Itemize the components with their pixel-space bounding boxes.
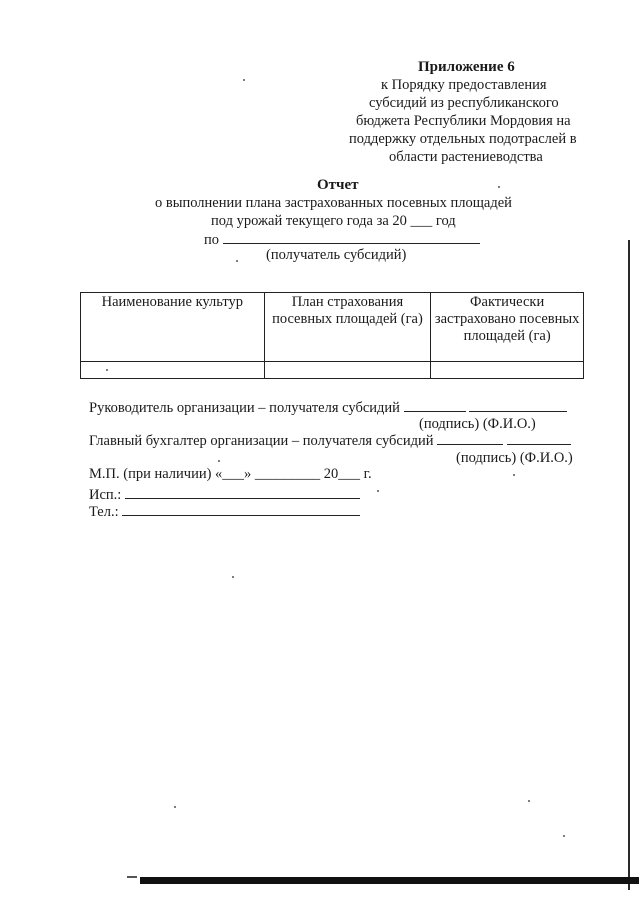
appendix-line-5: области растениеводства (389, 149, 543, 165)
accountant-label: Главный бухгалтер организации – получателя субсидий (89, 433, 434, 449)
cell-planned-area[interactable] (264, 362, 431, 379)
header-crop-name: Наименование культур (81, 293, 265, 362)
phone-field[interactable] (122, 501, 360, 516)
header-planned-area: План страхования посевных площадей (га) (264, 293, 431, 362)
scan-speck (218, 460, 220, 462)
appendix-line-4: поддержку отдельных подотраслей в (349, 131, 577, 147)
recipient-caption: (получатель субсидий) (266, 247, 407, 263)
scan-speck (243, 79, 245, 81)
appendix-line-3: бюджета Республики Мордовия на (356, 113, 571, 129)
scan-speck (377, 490, 379, 492)
head-name-field[interactable] (469, 397, 567, 412)
accountant-name-field[interactable] (507, 430, 571, 445)
accountant-signature-line (89, 430, 571, 450)
cell-crop-name[interactable] (81, 362, 265, 379)
cell-actual-area[interactable] (431, 362, 584, 379)
recipient-field[interactable] (223, 229, 480, 244)
stamp-date-line: М.П. (при наличии) «___» _________ 20___ г. (89, 466, 372, 482)
header-actual-area: Фактически застраховано посевных площадей (га) (431, 293, 584, 362)
scan-bottom-edge (140, 877, 639, 884)
report-subtitle-2: под урожай текущего года за 20 ___ год (211, 213, 456, 229)
scan-speck (563, 835, 565, 837)
head-caption: (подпись) (Ф.И.О.) (419, 416, 536, 432)
report-subtitle-1: о выполнении плана застрахованных посевных площадей (155, 195, 512, 211)
appendix-title: Приложение 6 (418, 59, 515, 75)
executor-label: Исп.: (89, 487, 122, 503)
scan-speck (127, 876, 137, 878)
accountant-signature-field[interactable] (437, 430, 503, 445)
executor-field[interactable] (125, 484, 360, 499)
appendix-line-1: к Порядку предоставления (381, 77, 547, 93)
scan-speck (498, 186, 500, 188)
scan-right-edge (628, 240, 630, 890)
head-signature-field[interactable] (404, 397, 466, 412)
table-row (81, 362, 584, 379)
head-label: Руководитель организации – получателя субсидий (89, 400, 400, 416)
scan-speck (106, 369, 108, 371)
phone-line (89, 501, 360, 521)
scan-speck (174, 806, 176, 808)
report-title: Отчет (317, 177, 359, 193)
scan-speck (232, 576, 234, 578)
phone-label: Тел.: (89, 504, 119, 520)
scan-speck (236, 260, 238, 262)
accountant-caption: (подпись) (Ф.И.О.) (456, 450, 573, 466)
crop-insurance-table (80, 292, 584, 379)
scan-speck (513, 474, 515, 476)
appendix-line-2: субсидий из республиканского (369, 95, 559, 111)
recipient-prefix: по (204, 232, 220, 248)
head-signature-line (89, 397, 567, 417)
scan-speck (528, 800, 530, 802)
